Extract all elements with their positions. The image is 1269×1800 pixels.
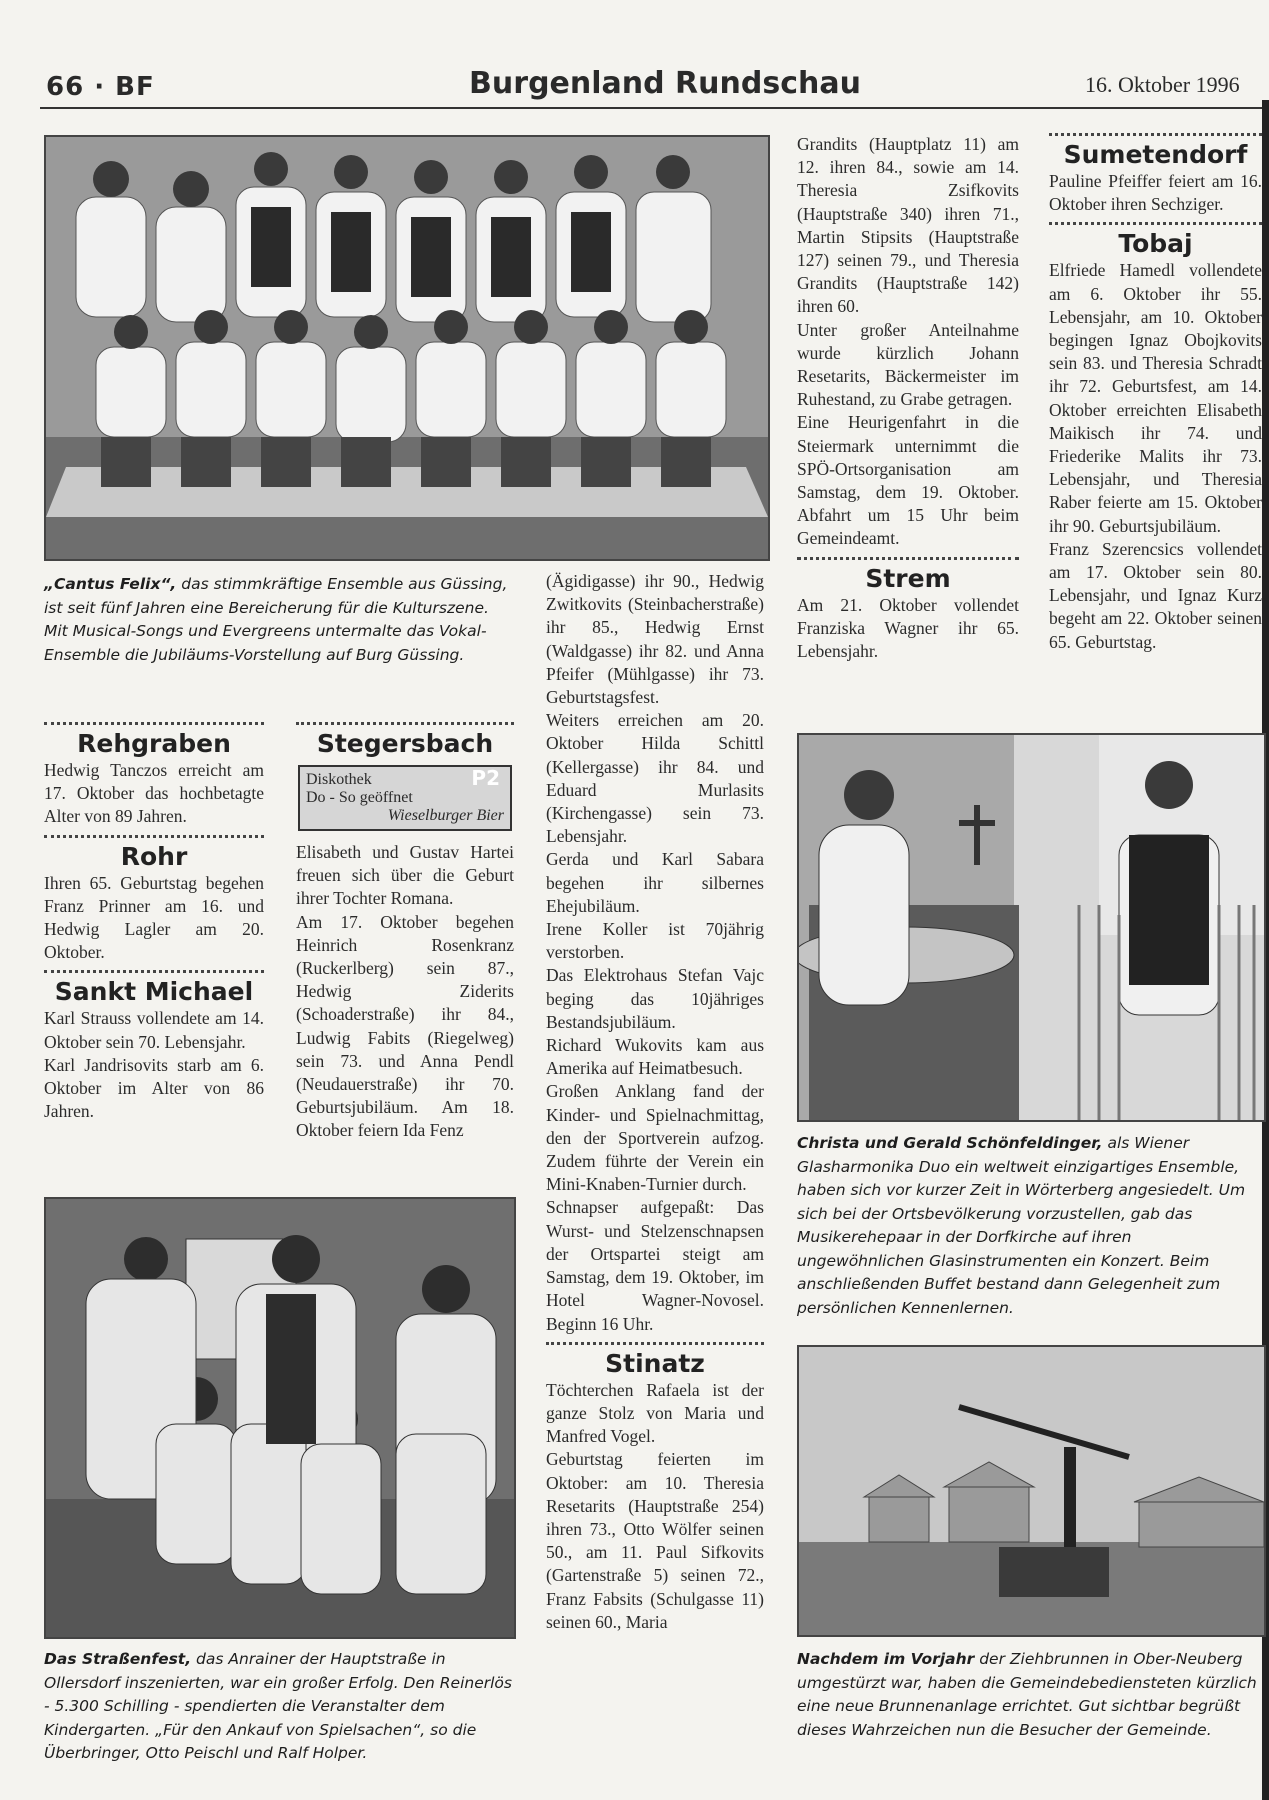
- caption-glass-harmonica: Christa und Gerald Schönfeldinger, als Wiener Glasharmonika Duo ein weltweit einzigartiges Ensemble, haben sich vor kurzer Zeit in Wörterberg angesiedelt. Um sich bei der Ortsbevölkerung vorzustellen, gab das Musikerehepaar in der Dorfkirche auf ihren ungewöhnlichen Glasinstrumenten ein Konzert. Beim anschließenden Buffet bestand dann Gelegenheit zum persönlichen Kennenlernen.: [797, 1134, 1246, 1317]
- article-sumetendorf: Pauline Pfeiffer feiert am 16. Oktober ihren Sechziger.: [1049, 171, 1262, 215]
- column-3: [546, 570, 764, 1634]
- caption-strassenfest: Das Straßenfest, das Anrainer der Hauptstraße in Ollersdorf inszenierten, war ein großer Erfolg. Den Reinerlös - 5.300 Schilling - spendierten die Veranstalter dem Kindergarten. „Für den Ankauf von Spielsachen“, so die Überbringer, Otto Peischl und Ralf Holper.: [44, 1650, 512, 1762]
- article-sankt-michael-2: Karl Jandrisovits starb am 6. Oktober im Alter von 86 Jahren.: [44, 1054, 264, 1122]
- article-strem: Am 21. Oktober vollendet Franziska Wagner ihr 65. Lebensjahr.: [797, 594, 1019, 662]
- article-col4-1: Grandits (Hauptplatz 11) am 12. ihren 84., sowie am 14. Theresia Zsifkovits (Hauptstraße 340) ihren 71., Martin Stipsits (Hauptstraße 127) seinen 79., und Theresia Grandits (Hauptstraße 142) ihren 60.: [797, 134, 1019, 317]
- separator: [44, 835, 264, 838]
- separator: [1049, 133, 1262, 136]
- heading-rohr: Rohr: [120, 841, 188, 871]
- article-tobaj-1: Elfriede Hamedl vollendete am 6. Oktober ihr 55. Lebensjahr, am 10. Oktober begingen Ignaz Obojkovits sein 83. und Theresia Schradt ihr 72. Geburtsfest, am 14. Oktober erreichten Elisabeth Maikisch ihr 74. und Friederike Malits ihr 73. Lebensjahr, und Theresia Raber feierte am 15. Oktober ihr 90. Geburtsjubiläum.: [1049, 260, 1262, 536]
- heading-sankt-michael: Sankt Michael: [54, 977, 254, 1007]
- separator: [44, 722, 264, 725]
- article-stinatz-1: Töchterchen Rafaela ist der ganze Stolz von Maria und Manfred Vogel.: [546, 1379, 764, 1447]
- street-festival-photo: [44, 1197, 516, 1639]
- article-stinatz-2: Geburtstag feierten im Oktober: am 10. Theresia Resetarits (Hauptstraße 254) ihren 73., Otto Wölfer seinen 50., am 11. Paul Sifkovits (Gartenstraße 5) seinen 72., Franz Fabsits (Schulgasse 11) seinen 60., Maria: [546, 1449, 764, 1632]
- draw-well-photo: [797, 1345, 1266, 1637]
- article-col3-2: Weiters erreichen am 20. Oktober Hilda Schittl (Kellergasse) ihr 84. und Eduard Murlasits (Kirchengasse) sein 73. Lebensjahr.: [546, 710, 764, 847]
- page-label: 66 · BF: [46, 72, 155, 102]
- heading-strem: Strem: [865, 563, 951, 593]
- article-stegersbach-2: Am 17. Oktober begehen Heinrich Rosenkranz (Ruckerlberg) sein 87., Hedwig Ziderits (Schoaderstraße) ihr 84., Ludwig Fabits (Riegelweg) sein 73. und Anna Pendl (Neudauerstraße) ihr 70. Geburtsjubiläum. Am 18. Oktober feiern Ida Fenz: [296, 911, 514, 1141]
- separator: [296, 722, 514, 725]
- article-col4-3: Eine Heurigenfahrt in die Steiermark unternimmt die SPÖ-Ortsorganisation am Samstag, dem 19. Oktober. Abfahrt um 15 Uhr beim Gemeindeamt.: [797, 412, 1019, 549]
- ad-badge: P2: [471, 766, 500, 790]
- caption-draw-well: Nachdem im Vorjahr der Ziehbrunnen in Ober-Neuberg umgestürzt war, haben die Gemeindebediensteten kürzlich eine neue Brunnenanlage errichtet. Gut sichtbar begrüßt dieses Wahrzeichen nun die Besucher der Gemeinde.: [797, 1650, 1257, 1739]
- article-col3-5: Das Elektrohaus Stefan Vajc beging das 10jähriges Bestandsjubiläum.: [546, 965, 764, 1032]
- heading-sumetendorf: Sumetendorf: [1063, 140, 1248, 169]
- ad-line-1: Diskothek: [306, 771, 372, 788]
- article-rohr: Ihren 65. Geburtstag begehen Franz Prinner am 16. und Hedwig Lagler am 20. Oktober.: [44, 872, 264, 963]
- article-col3-8: Schnapser aufgepaßt: Das Wurst- und Stelzenschnapsen der Ortspartei steigt am Samstag, dem 19. Oktober, im Hotel Wagner-Novosel. Beginn 16 Uhr.: [546, 1197, 764, 1334]
- article-sankt-michael-1: Karl Strauss vollendete am 14. Oktober sein 70. Lebensjahr.: [44, 1008, 264, 1052]
- article-col3-1: (Ägidigasse) ihr 90., Hedwig Zwitkovits (Steinbacherstraße) ihr 85., Hedwig Ernst (Waldgasse) ihr 82. und Anna Pfeifer (Mühlgasse) ihr 73. Geburtstagsfest.: [546, 571, 764, 708]
- issue-date: 16. Oktober 1996: [1085, 72, 1240, 97]
- article-col3-6: Richard Wukovits kam aus Amerika auf Heimatbesuch.: [546, 1035, 764, 1079]
- newspaper-title: Burgenland Rundschau: [469, 66, 861, 101]
- heading-tobaj: Tobaj: [1118, 229, 1193, 259]
- column-4: [797, 133, 1019, 663]
- caption-cantus-felix: „Cantus Felix“, das stimmkräftige Ensemble aus Güssing, ist seit fünf Jahren eine Bereicherung für die Kulturszene. Mit Musical-Songs und Evergreens untermalte das Vokal-Ensemble die Jubiläums-Vorstellung auf Burg Güssing.: [44, 575, 508, 664]
- advertisement-box: [298, 765, 512, 831]
- article-stegersbach-1: Elisabeth und Gustav Hartei freuen sich über die Geburt ihrer Tochter Romana.: [296, 842, 514, 909]
- separator: [44, 970, 264, 973]
- article-col3-7: Großen Anklang fand der Kinder- und Spielnachmittag, den der Sportverein aufzog. Zudem führte der Verein ein Mini-Knaben-Turnier durch.: [546, 1081, 764, 1195]
- article-rehgraben: Hedwig Tanczos erreicht am 17. Oktober das hochbetagte Alter von 89 Jahren.: [44, 760, 264, 827]
- article-col3-3: Gerda und Karl Sabara begehen ihr silbernes Ehejubiläum.: [546, 849, 764, 916]
- separator: [1049, 222, 1262, 225]
- article-tobaj-2: Franz Szerencsics vollendet am 17. Oktober sein 80. Lebensjahr, und Ignaz Kurz begeht am 22. Oktober seinen 65. Geburtstag.: [1049, 538, 1262, 652]
- column-2: [296, 716, 514, 1143]
- ad-line-2: Do - So geöffnet: [306, 789, 413, 806]
- choir-photo: [44, 135, 770, 561]
- glass-harmonica-duo-photo: [797, 733, 1266, 1122]
- ad-line-3: Wieselburger Bier: [387, 807, 504, 824]
- column-5: [1049, 133, 1262, 721]
- heading-stinatz: Stinatz: [605, 1348, 705, 1378]
- heading-stegersbach: Stegersbach: [316, 729, 494, 758]
- header-rule: [40, 107, 1265, 109]
- heading-rehgraben: Rehgraben: [77, 729, 231, 758]
- column-1: [44, 716, 264, 1123]
- article-col4-2: Unter großer Anteilnahme wurde kürzlich Johann Resetarits, Bäckermeister im Ruhestand, zu Grabe getragen.: [797, 319, 1019, 410]
- separator: [546, 1342, 764, 1345]
- separator: [797, 557, 1019, 560]
- article-col3-4: Irene Koller ist 70jährig verstorben.: [546, 919, 764, 963]
